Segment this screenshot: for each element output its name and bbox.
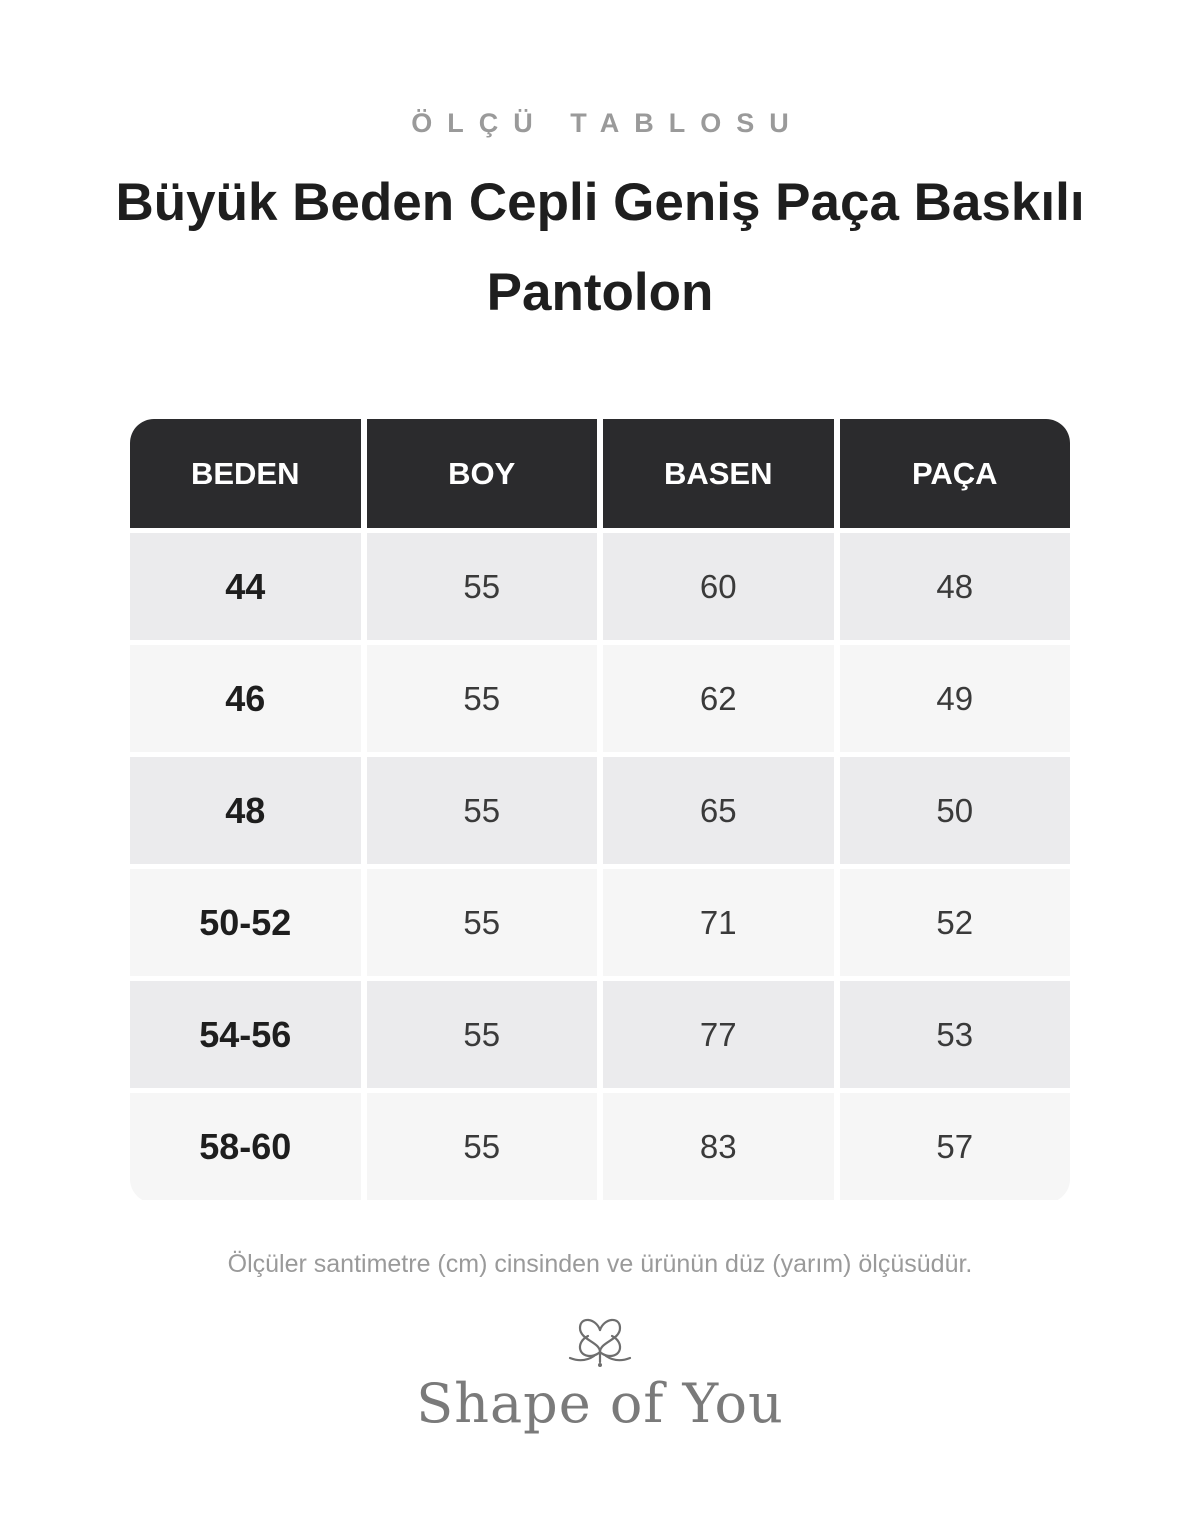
page-title: Büyük Beden Cepli Geniş Paça Baskılı Pantolon <box>115 173 1085 322</box>
basen-cell: 62 <box>603 645 834 752</box>
column-header-beden: BEDEN <box>130 419 361 528</box>
paca-cell: 50 <box>840 757 1071 864</box>
basen-cell: 65 <box>603 757 834 864</box>
paca-cell: 52 <box>840 869 1071 976</box>
paca-cell: 48 <box>840 533 1071 640</box>
brand-logo-text: Shape of You <box>416 1372 784 1435</box>
boy-cell: 55 <box>367 869 598 976</box>
measurement-note: Ölçüler santimetre (cm) cinsinden ve ürünün düz (yarım) ölçüsüdür. <box>227 1250 973 1278</box>
paca-cell: 53 <box>840 981 1071 1088</box>
basen-cell: 71 <box>603 869 834 976</box>
boy-cell: 55 <box>367 757 598 864</box>
basen-cell: 83 <box>603 1093 834 1200</box>
table-row <box>130 981 1070 1088</box>
table-row <box>130 1093 1070 1200</box>
paca-cell: 57 <box>840 1093 1071 1200</box>
boy-cell: 55 <box>367 1093 598 1200</box>
size-cell: 50-52 <box>130 869 361 976</box>
size-cell: 48 <box>130 757 361 864</box>
size-cell: 46 <box>130 645 361 752</box>
boy-cell: 55 <box>367 645 598 752</box>
paca-cell: 49 <box>840 645 1071 752</box>
table-row <box>130 757 1070 864</box>
size-cell: 58-60 <box>130 1093 361 1200</box>
basen-cell: 60 <box>603 533 834 640</box>
table-row <box>130 869 1070 976</box>
column-header-boy: BOY <box>367 419 598 528</box>
column-header-paca: PAÇA <box>840 419 1071 528</box>
size-table <box>130 419 1070 1203</box>
size-cell: 44 <box>130 533 361 640</box>
eyebrow-label: ÖLÇÜ TABLOSU <box>411 108 804 138</box>
table-row <box>130 533 1070 640</box>
boy-cell: 55 <box>367 533 598 640</box>
size-cell: 54-56 <box>130 981 361 1088</box>
size-table-container <box>130 419 1070 1203</box>
boy-cell: 55 <box>367 981 598 1088</box>
table-header-row <box>130 419 1070 528</box>
column-header-basen: BASEN <box>603 419 834 528</box>
heart-knot-icon <box>566 1312 634 1370</box>
table-row <box>130 645 1070 752</box>
basen-cell: 77 <box>603 981 834 1088</box>
